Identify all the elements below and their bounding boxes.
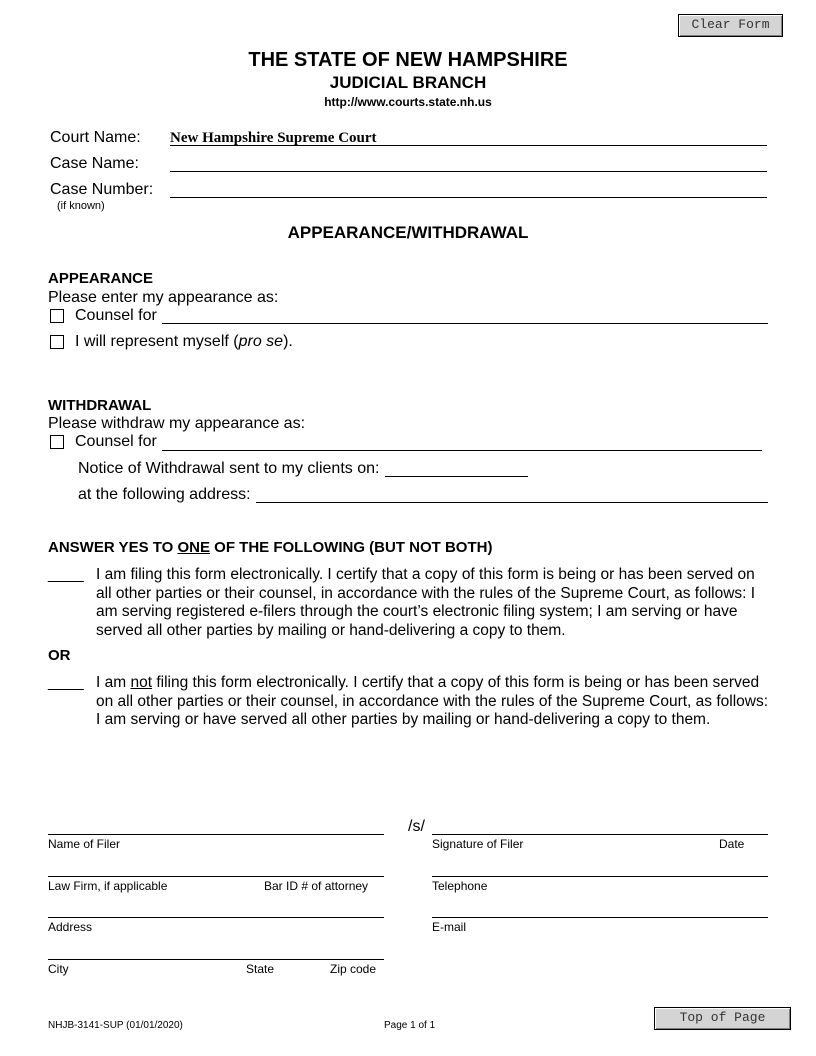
appearance-counsel-line[interactable] <box>162 323 768 324</box>
appearance-heading: APPEARANCE <box>48 270 154 287</box>
pro-se-checkbox[interactable] <box>50 335 64 349</box>
court-name-line <box>170 145 767 146</box>
signature-line[interactable] <box>432 834 768 835</box>
if-known-note: (if known) <box>57 200 105 212</box>
withdrawal-intro: Please withdraw my appearance as: <box>48 415 306 432</box>
bar-id-label: Bar ID # of attorney <box>264 879 369 893</box>
address-label: Address <box>48 920 93 934</box>
option1-text: I am filing this form electronically. I certify that a copy of this form is being or has been served on all other parties or their counsel, in accordance with the rules of the Supreme Court, as follows: I am serving registered e-filers through the court’s electronic filing system; I am serving or have served all other parties by mailing or hand-delivering a copy to them. <box>96 566 756 639</box>
city-line[interactable] <box>48 959 384 960</box>
withdrawal-notice-label: Notice of Withdrawal sent to my clients on: <box>78 460 380 477</box>
option2-text: I am not filing this form electronically. I certify that a copy of this form is being or has been served on all other parties or their counsel, in accordance with the rules of the Supreme Court, as follows: I am serving or have served all other parties by mailing or hand-delivering a copy to them. <box>96 674 769 728</box>
court-url: http://www.courts.state.nh.us <box>324 95 492 109</box>
appearance-counsel-label: Counsel for <box>75 307 157 324</box>
appearance-counsel-checkbox[interactable] <box>50 309 64 323</box>
option1-blank[interactable]: ____ <box>48 566 84 583</box>
option2-blank[interactable]: ____ <box>48 674 84 691</box>
withdrawal-counsel-label: Counsel for <box>75 433 157 450</box>
withdrawal-address-line[interactable] <box>256 502 768 503</box>
form-id: NHJB-3141-SUP (01/01/2020) <box>48 1020 183 1031</box>
law-firm-label: Law Firm, if applicable <box>48 879 168 893</box>
top-of-page-button[interactable]: Top of Page <box>654 1007 791 1030</box>
case-number-label: Case Number: <box>50 181 154 198</box>
state-label: State <box>246 962 275 976</box>
form-title: APPEARANCE/WITHDRAWAL <box>287 223 529 242</box>
state-title: THE STATE OF NEW HAMPSHIRE <box>248 49 568 71</box>
telephone-label: Telephone <box>432 879 488 893</box>
court-name-label: Court Name: <box>50 129 141 146</box>
pro-se-label: I will represent myself (pro se). <box>75 333 293 350</box>
address-line[interactable] <box>48 917 384 918</box>
answer-heading: ANSWER YES TO ONE OF THE FOLLOWING (BUT NOT BOTH) <box>48 539 493 556</box>
email-line[interactable] <box>432 917 768 918</box>
withdrawal-notice-date-line[interactable] <box>385 476 528 477</box>
clear-form-button[interactable]: Clear Form <box>678 14 783 37</box>
date-label: Date <box>719 837 745 851</box>
s-mark: /s/ <box>408 818 425 835</box>
case-name-label: Case Name: <box>50 155 139 172</box>
or-label: OR <box>48 647 71 664</box>
email-label: E-mail <box>432 920 467 934</box>
zip-label: Zip code <box>330 962 377 976</box>
signature-of-filer-label: Signature of Filer <box>432 837 524 851</box>
name-of-filer-line[interactable] <box>48 834 384 835</box>
case-name-line <box>170 171 767 172</box>
withdrawal-counsel-line[interactable] <box>162 450 762 451</box>
page-number: Page 1 of 1 <box>384 1020 436 1031</box>
withdrawal-counsel-checkbox[interactable] <box>50 435 64 449</box>
case-number-line <box>170 197 767 198</box>
city-label: City <box>48 962 69 976</box>
name-of-filer-label: Name of Filer <box>48 837 121 851</box>
branch-title: JUDICIAL BRANCH <box>329 73 487 92</box>
appearance-intro: Please enter my appearance as: <box>48 289 279 306</box>
telephone-line[interactable] <box>432 876 768 877</box>
law-firm-line[interactable] <box>48 876 384 877</box>
withdrawal-heading: WITHDRAWAL <box>48 397 152 414</box>
withdrawal-address-label: at the following address: <box>78 486 251 503</box>
